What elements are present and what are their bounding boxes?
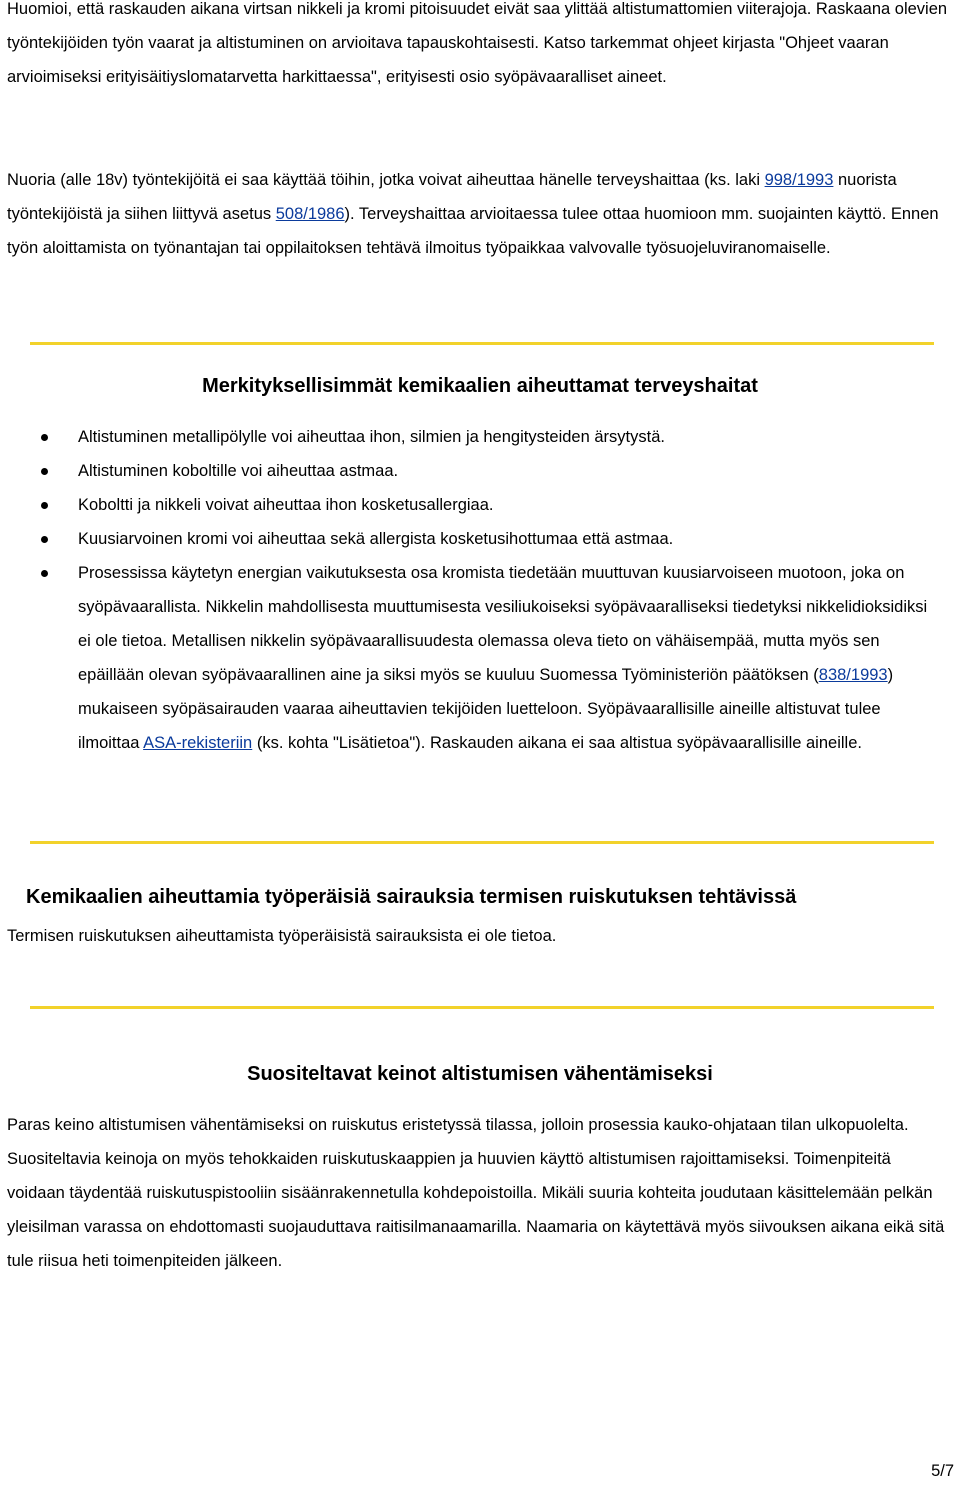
- section-1-heading: Merkityksellisimmät kemikaalien aiheuttamat terveyshaitat: [202, 375, 758, 397]
- page-number: 5/7: [931, 1462, 954, 1480]
- asa-register-link[interactable]: ASA-rekisteriin: [143, 734, 253, 752]
- bullet-icon: [41, 536, 48, 543]
- list-item-text-c: (ks. kohta "Lisätietoa"). Raskauden aikana ei saa altistua syöpävaarallisille aineille.: [252, 734, 862, 752]
- list-item: [0, 556, 960, 760]
- bullet-icon: [41, 502, 48, 509]
- list-item: [0, 522, 960, 556]
- section-divider-2: [30, 841, 934, 844]
- list-item-text-a: Prosessissa käytetyn energian vaikutuksesta osa kromista tiedetään muuttuvan kuusiarvoiseen muotoon, joka on syöpävaarallista. Nikkelin mahdollisesta muuttumisesta vesiliukoiseksi syöpävaaralliseksi tiedetyksi nikkelidioksidiksi ei ole tietoa. Metallisen nikkelin syöpävaarallisuudesta olemassa oleva tieto on vähäisempää, mutta myös sen epäillään olevan syöpävaarallinen aine ja siksi myös se kuuluu Suomessa Työministeriön päätöksen (: [78, 564, 928, 684]
- bullet-icon: [41, 434, 48, 441]
- list-item-text-b: ) mukaiseen syöpäsairauden vaaraa aiheuttavien tekijöiden luetteloon. Syöpävaarallisille aineille altistuvat tulee ilmoittaa: [78, 666, 894, 752]
- intro-paragraph-2-text-c: ). Terveyshaittaa arvioitaessa tulee ottaa huomioon mm. suojainten käyttö. Ennen työn aloittamista on työnantajan tai oppilaitoksen tehtävä ilmoitus työpaikkaa valvovalle työsuojeluviranomaiselle.: [7, 205, 939, 257]
- list-item: [0, 454, 960, 488]
- decree-508-1986-link[interactable]: 508/1986: [275, 205, 345, 223]
- section-2-text: Termisen ruiskutuksen aiheuttamista työperäisistä sairauksista ei ole tietoa.: [7, 927, 557, 945]
- section-3-text: Paras keino altistumisen vähentämiseksi on ruiskutus eristetyssä tilassa, jolloin prosessia kauko-ohjataan tilan ulkopuolelta. Suositeltavia keinoja on myös tehokkaiden ruiskutuskaappien ja huuvien käyttö altistumisen rajoittamiseksi. Toimenpiteitä voidaan täydentää ruiskutuspistooliin sisäänrakennetulla kohdepoistoilla. Mikäli suuria kohteita joudutaan käsittelemään pelkän yleisilman varassa on ehdottomasti suojauduttava raitisilmanaamarilla. Naamaria on käytettävä myös siivouksen aikana eikä sitä tule riisua heti toimenpiteiden jälkeen.: [7, 1116, 945, 1270]
- section-2-paragraph: [7, 919, 953, 953]
- list-item-text: Altistuminen koboltille voi aiheuttaa astmaa.: [78, 462, 399, 480]
- section-3-heading: Suositeltavat keinot altistumisen vähentämiseksi: [247, 1063, 713, 1085]
- intro-paragraph-1-text: Huomioi, että raskauden aikana virtsan nikkeli ja kromi pitoisuudet eivät saa ylittää altistumattomien viiterajoja. Raskaana olevien työntekijöiden työn vaarat ja altistuminen on arvioitava tapauskohtaisesti. Katso tarkemmat ohjeet kirjasta "Ohjeet vaaran arvioimiseksi erityisäitiyslomatarvetta harkittaessa", erityisesti osio syöpävaaralliset aineet.: [7, 0, 948, 86]
- list-item: [0, 420, 960, 454]
- section-divider-3: [30, 1006, 934, 1009]
- list-item: [0, 488, 960, 522]
- section-3-paragraph: [7, 1108, 953, 1278]
- health-hazards-list: [0, 420, 960, 760]
- list-item-text: Kuusiarvoinen kromi voi aiheuttaa sekä allergista kosketusihottumaa että astmaa.: [78, 530, 674, 548]
- law-998-1993-link[interactable]: 998/1993: [764, 171, 834, 189]
- bullet-icon: [41, 570, 48, 577]
- section-divider-1: [30, 342, 934, 345]
- intro-paragraph-2: [7, 163, 953, 265]
- section-2-heading: Kemikaalien aiheuttamia työperäisiä sairauksia termisen ruiskutuksen tehtävissä: [26, 886, 797, 908]
- list-item-text: Altistuminen metallipölylle voi aiheuttaa ihon, silmien ja hengitysteiden ärsytystä.: [78, 428, 665, 446]
- list-item-text: Koboltti ja nikkeli voivat aiheuttaa ihon kosketusallergiaa.: [78, 496, 494, 514]
- intro-paragraph-2-text-a: Nuoria (alle 18v) työntekijöitä ei saa käyttää töihin, jotka voivat aiheuttaa hänelle terveyshaittaa (ks. laki: [7, 171, 765, 189]
- intro-paragraph-2-text-b: nuorista työntekijöistä ja siihen liittyvä asetus: [7, 171, 897, 223]
- bullet-icon: [41, 468, 48, 475]
- decision-838-1993-link[interactable]: 838/1993: [818, 666, 888, 684]
- intro-paragraph-1: [7, 0, 953, 94]
